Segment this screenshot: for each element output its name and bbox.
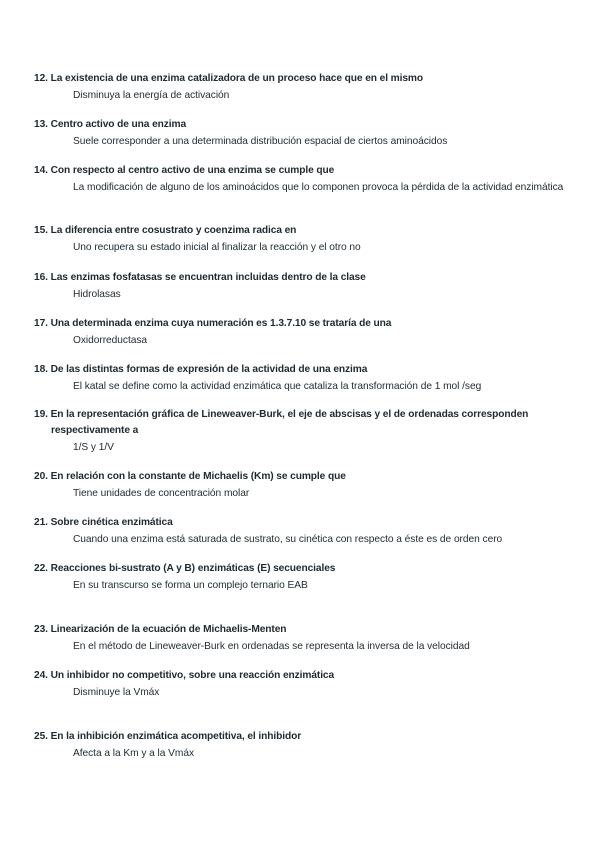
question-14 (34, 163, 574, 195)
question-15 (34, 223, 574, 255)
question-text: 17. Una determinada enzima cuya numeración es 1.3.7.10 se trataría de una (34, 318, 392, 329)
answer-text: En el método de Lineweaver-Burk en ordenadas se representa la inversa de la velocidad (73, 641, 470, 652)
answer-text: Suele corresponder a una determinada distribución espacial de ciertos aminoácidos (73, 136, 448, 147)
question-text: 23. Linearización de la ecuación de Michaelis-Menten (34, 624, 287, 635)
question-text: 12. La existencia de una enzima catalizadora de un proceso hace que en el mismo (34, 73, 423, 84)
question-19 (34, 407, 574, 455)
question-17 (34, 316, 574, 348)
question-text: 13. Centro activo de una enzima (34, 119, 187, 130)
question-25 (34, 729, 574, 761)
question-12 (34, 71, 574, 103)
question-text: 18. De las distintas formas de expresión de la actividad de una enzima (34, 364, 368, 375)
answer-text: Disminuye la Vmáx (73, 687, 160, 698)
answer-text: La modificación de alguno de los aminoácidos que lo componen provoca la pérdida de la actividad enzimática (73, 182, 564, 193)
answer-text: 1/S y 1/V (73, 442, 114, 453)
question-24 (34, 668, 574, 700)
question-text: 22. Reacciones bi-sustrato (A y B) enzimáticas (E) secuenciales (34, 563, 336, 574)
answer-text: Tiene unidades de concentración molar (73, 488, 250, 499)
answer-text: Cuando una enzima está saturada de sustrato, su cinética con respecto a éste es de orden cero (73, 534, 503, 545)
answer-text: Uno recupera su estado inicial al finalizar la reacción y el otro no (73, 242, 361, 253)
question-23 (34, 622, 574, 654)
question-text: 14. Con respecto al centro activo de una enzima se cumple que (34, 165, 335, 176)
question-18 (34, 362, 574, 394)
answer-text: Disminuya la energía de activación (73, 90, 230, 101)
question-22 (34, 561, 574, 593)
answer-text: Oxidorreductasa (73, 335, 147, 346)
question-text: 16. Las enzimas fosfatasas se encuentran incluidas dentro de la clase (34, 272, 366, 283)
question-16 (34, 270, 574, 302)
question-20 (34, 469, 574, 501)
question-text: 21. Sobre cinética enzimática (34, 517, 173, 528)
answer-text: Afecta a la Km y a la Vmáx (73, 748, 195, 759)
question-text: 24. Un inhibidor no competitivo, sobre una reacción enzimática (34, 670, 335, 681)
answer-text: En su transcurso se forma un complejo ternario EAB (73, 580, 308, 591)
question-21 (34, 515, 574, 547)
answer-text: Hidrolasas (73, 289, 121, 300)
question-text: 15. La diferencia entre cosustrato y coenzima radica en (34, 225, 297, 236)
question-text: 20. En relación con la constante de Michaelis (Km) se cumple que (34, 471, 346, 482)
question-text: 25. En la inhibición enzimática acompetitiva, el inhibidor (34, 731, 302, 742)
question-text: 19. En la representación gráfica de Lineweaver-Burk, el eje de abscisas y el de ordenadas corresponden respectivamente a (34, 409, 529, 436)
answer-text: El katal se define como la actividad enzimática que cataliza la transformación de 1 mol /seg (73, 381, 482, 392)
question-13 (34, 117, 574, 149)
